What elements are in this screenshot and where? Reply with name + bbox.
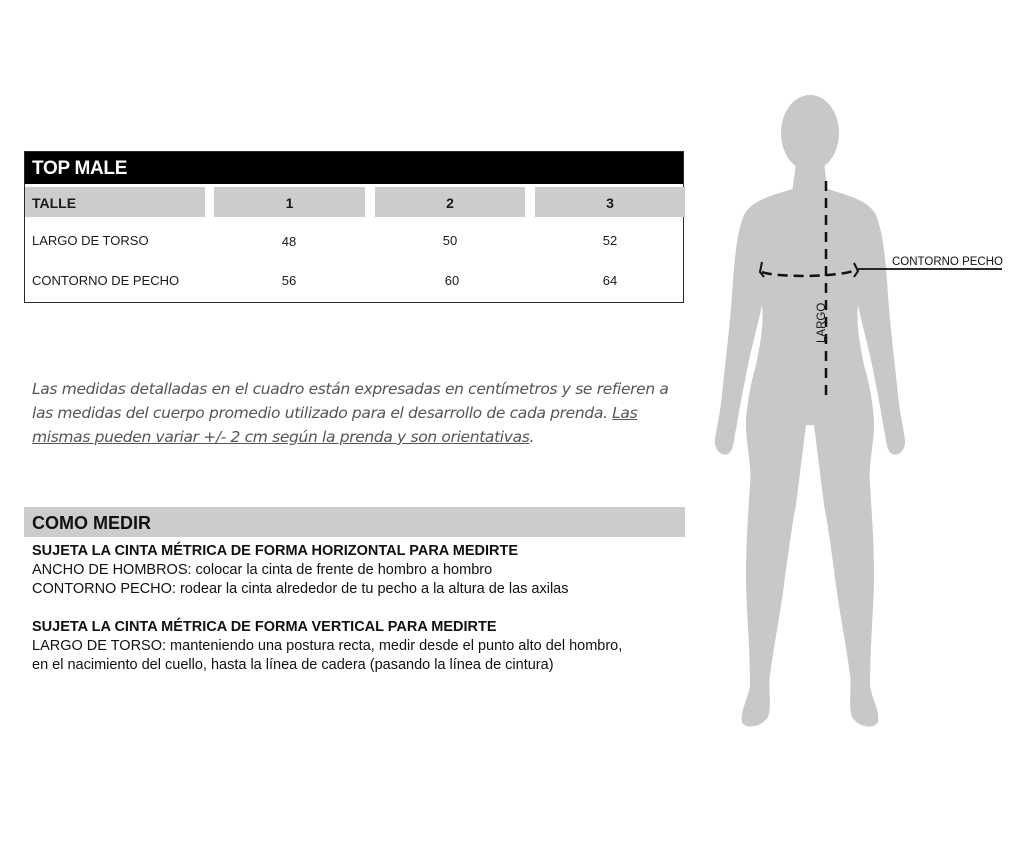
largo-torso-text-2: en el nacimiento del cuello, hasta la línea de cadera (pasando la línea de cintura) bbox=[32, 657, 554, 673]
header-size-3: 3 bbox=[535, 187, 685, 217]
chest-label: CONTORNO PECHO bbox=[892, 256, 1003, 268]
header-size-2: 2 bbox=[375, 187, 525, 217]
note-underlined: Las mismas pueden variar +/- 2 cm según la prenda y son orientativas bbox=[32, 404, 638, 446]
cell-largo-3: 52 bbox=[602, 233, 618, 248]
measurement-note bbox=[32, 377, 682, 449]
cell-largo-2: 50 bbox=[442, 233, 458, 248]
cell-contorno-1: 56 bbox=[281, 273, 297, 288]
como-medir-title: COMO MEDIR bbox=[24, 507, 685, 537]
largo-torso-text-1: LARGO DE TORSO: manteniendo una postura recta, medir desde el punto alto del hombro, bbox=[32, 638, 623, 654]
contorno-pecho-text: CONTORNO PECHO: rodear la cinta alrededor de tu pecho a la altura de las axilas bbox=[32, 581, 569, 597]
length-label: LARGO bbox=[816, 302, 828, 343]
note-text: Las medidas detalladas en el cuadro están expresadas en centímetros y se refieren a las medidas del cuerpo promedio utilizado para el desarrollo de cada prenda. bbox=[32, 380, 669, 422]
size-table bbox=[24, 151, 684, 303]
horizontal-heading: SUJETA LA CINTA MÉTRICA DE FORMA HORIZONTAL PARA MEDIRTE bbox=[32, 543, 518, 559]
cell-contorno-2: 60 bbox=[444, 273, 460, 288]
header-size-1: 1 bbox=[214, 187, 365, 217]
table-title: TOP MALE bbox=[25, 152, 683, 184]
ancho-hombros-text: ANCHO DE HOMBROS: colocar la cinta de frente de hombro a hombro bbox=[32, 562, 493, 578]
body-silhouette bbox=[715, 95, 905, 727]
cell-largo-1: 48 bbox=[281, 234, 297, 249]
body-figure bbox=[700, 85, 1020, 735]
header-talle: TALLE bbox=[25, 187, 205, 217]
note-end: . bbox=[529, 428, 535, 446]
vertical-heading: SUJETA LA CINTA MÉTRICA DE FORMA VERTICAL PARA MEDIRTE bbox=[32, 619, 497, 635]
row-label-largo-torso: LARGO DE TORSO bbox=[32, 233, 149, 248]
cell-contorno-3: 64 bbox=[602, 273, 618, 288]
row-label-contorno-pecho: CONTORNO DE PECHO bbox=[32, 273, 180, 288]
